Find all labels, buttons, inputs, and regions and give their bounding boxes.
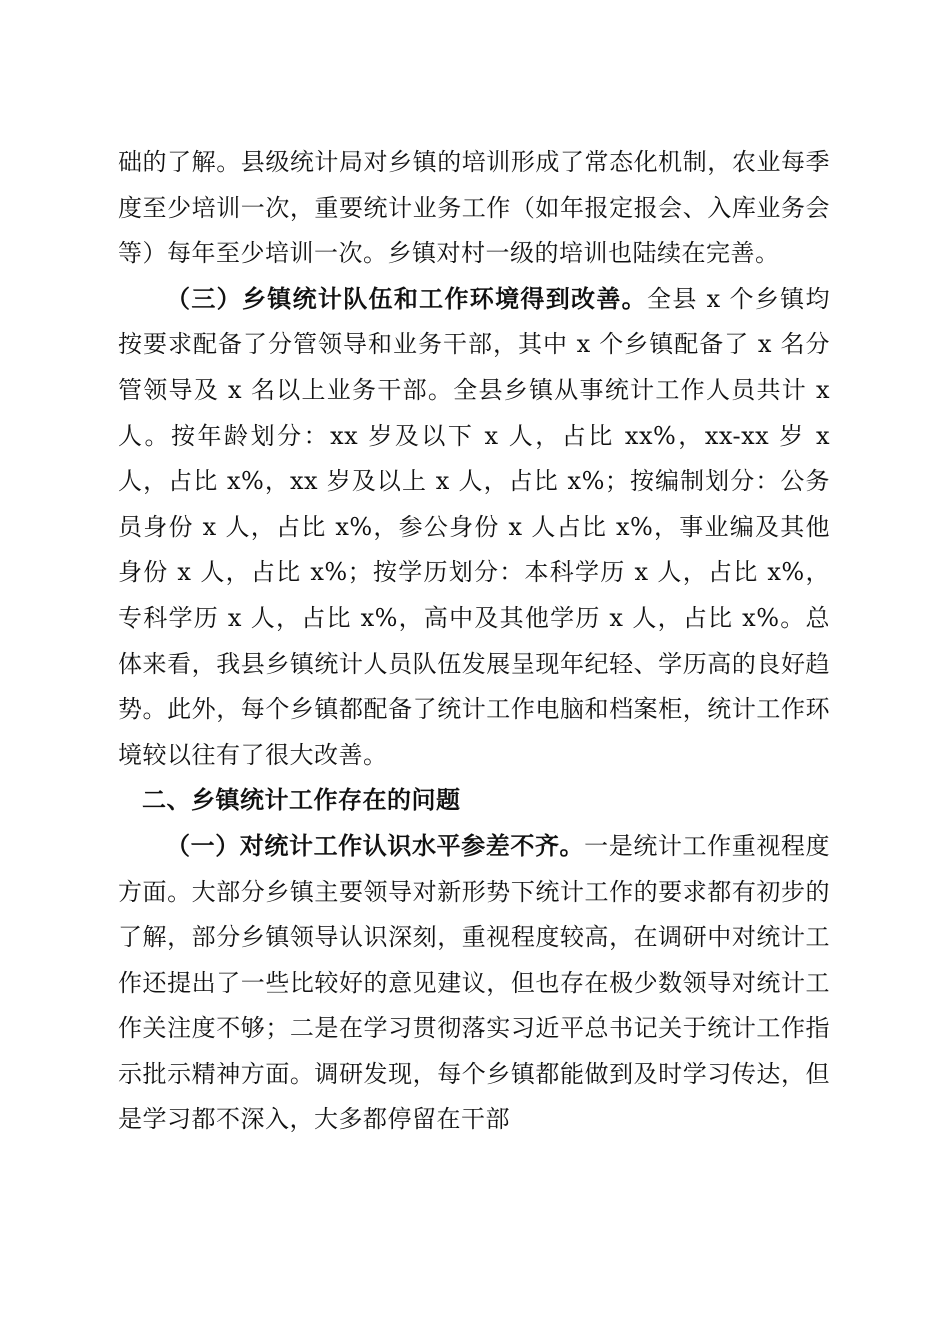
paragraph-team-environment bbox=[118, 277, 830, 779]
paragraph-awareness bbox=[118, 824, 830, 1143]
section-heading-problems: 二、乡镇统计工作存在的问题 bbox=[142, 786, 461, 815]
paragraph-team-environment-lead: （三）乡镇统计队伍和工作环境得到改善。 bbox=[166, 284, 647, 313]
paragraph-training: 础的了解。县级统计局对乡镇的培训形成了常态化机制，农业每季度至少培训一次，重要统计业务工作（如年报定报会、入库业务会等）每年至少培训一次。乡镇对村一级的培训也陆续在完善。 bbox=[118, 148, 830, 268]
document-page bbox=[118, 140, 830, 1143]
paragraph-team-environment-body: 全县 x 个乡镇均按要求配备了分管领导和业务干部，其中 x 个乡镇配备了 x 名分管领导及 x 名以上业务干部。全县乡镇从事统计工作人员共计 x 人。按年龄划分：xx 岁及以下 x 人，占比 xx%，xx-xx 岁 x 人，占比 x%，xx 岁及以上 x 人，占比 x%；按编制划分：公务员身份 x 人，占比 x%，参公身份 x 人占比 x%，事业编及其他身份 x 人，占比 x%；按学历划分：本科学历 x 人，占比 x%，专科学历 x 人，占比 x%，高中及其他学历 x 人，占比 x%。总体来看，我县乡镇统计人员队伍发展呈现年纪轻、学历高的良好趋势。此外，每个乡镇都配备了统计工作电脑和档案柜，统计工作环境较以往有了很大改善。 bbox=[118, 284, 831, 769]
paragraph-awareness-body: 一是统计工作重视程度方面。大部分乡镇主要领导对新形势下统计工作的要求都有初步的了解，部分乡镇领导认识深刻，重视程度较高，在调研中对统计工作还提出了一些比较好的意见建议，但也存在极少数领导对统计工作关注度不够；二是在学习贯彻落实习近平总书记关于统计工作指示批示精神方面。调研发现，每个乡镇都能做到及时学习传达，但是学习都不深入，大多都停留在干部 bbox=[118, 831, 831, 1134]
paragraph-awareness-lead: （一）对统计工作认识水平参差不齐。 bbox=[166, 831, 585, 860]
